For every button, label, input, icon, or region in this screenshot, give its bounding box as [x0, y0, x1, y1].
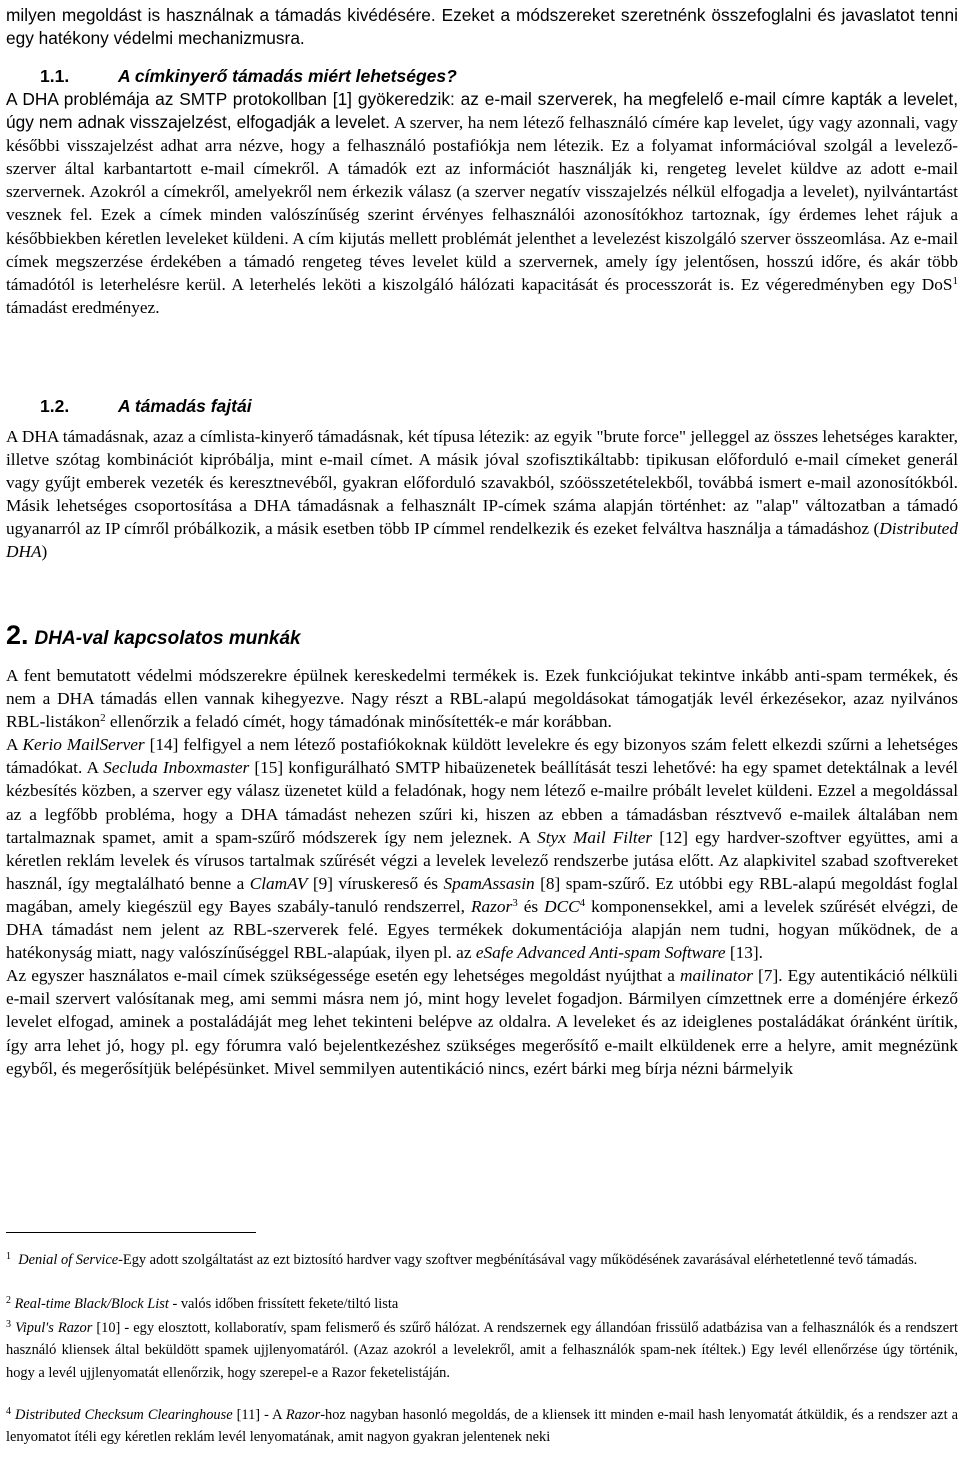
body-text: [13]. [725, 943, 763, 963]
section-title: A címkinyerő támadás miért lehetséges? [118, 66, 457, 86]
footnote-text: -hoz nagyban hasonló megoldás, de a kliensek itt minden e-mail hash lenyomatát átküldik, és a rendszer azt a lenyomatot ítéli egy kéretlen reklám levél lenyomatának, amit nagyon gyakran jelentenek neki [6, 1407, 958, 1446]
section-number: 1.2. [40, 396, 70, 416]
footnote-term: Distributed Checksum Clearinghouse [15, 1407, 233, 1423]
footnote-term: Razor [285, 1407, 321, 1423]
section-2-heading [6, 620, 301, 651]
footnote-2 [6, 1293, 958, 1315]
section-number: 1.1. [40, 66, 70, 86]
product-kerio: Kerio MailServer [22, 735, 145, 755]
footnote-term: Real-time Black/Block List [14, 1296, 169, 1312]
section-1-1-heading [40, 66, 457, 87]
product-mailinator: mailinator [680, 966, 753, 986]
body-text: [12] egy hardver-szoftver együttes, ami a kéretlen reklám levelek és vírusos tartalmak szűrését végzi a levelek levelező rendszerbe jutása előtt. Az alapkivitel szabad szoftvereket használ, így megtalálható benne a [6, 827, 959, 893]
footnote-number: 2 [6, 1295, 11, 1306]
footnote-text: -Egy adott szolgáltatást az ezt biztosító hardver vagy szoftver megbénításával vagy működésének zavarásával elérhetetlenné tevő támadás. [118, 1252, 918, 1268]
body-text: A [6, 735, 23, 755]
body-text: ellenőrzik a feladó címét, hogy támadónak minősítették-e már korábban. [105, 712, 612, 732]
footnote-text: - valós időben frissített fekete/tiltó lista [168, 1296, 399, 1312]
body-text: ) [41, 542, 48, 562]
body-text: A fent bemutatott védelmi módszerekre épülnek kereskedelmi termékek is. Ezek funkciójukat tekintve inkább anti-spam termékek, és nem a DHA támadás ellen vannak kihegyezve. Nagy részt a RBL-alapú megoldásokat támogatják levél érkezésekor, azaz nyilvános RBL-listákon [6, 666, 958, 732]
footnote-divider [6, 1232, 256, 1233]
section-title: A támadás fajtái [118, 396, 252, 416]
footnote-term: Vipul's Razor [15, 1320, 93, 1336]
section-1-1-paragraph [6, 88, 958, 319]
body-text: A DHA támadásnak, azaz a címlista-kinyerő támadásnak, két típusa létezik: az egyik "brute force" jelleggel az összes lehetséges karakter, illetve szótag kombinációt kipróbálja, mint e-mail címet. A másik jóval szofisztikáltabb: tipikusan előforduló e-mail címeket generál vagy gyűjt emberek vezeték és keresztnevéből, gyakran előforduló szavakból, szóösszetételekből, továbbá ismert e-mail azonosítókból. Másik lehetséges csoportosítása a DHA támadásnak a felhasznált IP-címek száma alapján történhet: az "alap" változatban a támadó ugyanarról az IP címről próbálkozik, a másik esetben több IP címmel rendelkezik és ezeket felváltva használja a támadáshoz ( [6, 427, 958, 539]
body-text: és [517, 896, 545, 916]
product-spamassasin: SpamAssasin [443, 873, 535, 893]
footnote-ref: 1 [952, 274, 958, 287]
footnote-number: 1 [6, 1251, 11, 1262]
footnote-ref: 4 [579, 896, 586, 909]
body-paragraph [6, 425, 958, 564]
body-paragraph [6, 664, 958, 733]
body-paragraph [6, 88, 958, 319]
footnote-text: [10] - egy elosztott, kollaboratív, spam felismerő és szűrő hálózat. A rendszernek egy állandóan frissülő adatbázisa van a felhasználók és a rendszert használó kliensek által beküldött spamek ujjlenyomatáról. (Azaz azokról a levelekről, amit a felhasználók spam-nek ítéltek.) Egy levél ellenőrzése úgy történik, hogy a levél ujjlenyomatát ellenőrzik, hogy szerepel-e a Razor feketelistáján. [6, 1320, 958, 1381]
product-razor: Razor [470, 896, 513, 916]
body-text: [15] konfigurálható SMTP hibaüzenetek beállítását teszi lehetővé: ha egy spamet detektálnak a levél kézbesítés közben, a szerver egy válasz üzenetet küld a feladónak, hogy nem létező e-mailre próbált levelet küldeni. Ezzel a megoldással az a legfőbb probléma, hogy a DHA támadást nehezen szűri ki, hiszen az ebben a támadásban résztvevő e-mailek általában nem tartalmaznak spamet, amit a spam-szűrő módszerek így nem jeleznek. A [6, 758, 958, 847]
footnote-term: Denial of Service [18, 1252, 119, 1268]
footnote-3 [6, 1317, 958, 1384]
product-esafe: eSafe Advanced Anti-spam Software [475, 943, 726, 963]
footnote-ref: 2 [100, 712, 106, 725]
footnote-1 [6, 1249, 958, 1271]
body-text: [9] víruskereső és [307, 873, 444, 893]
footnote-number: 3 [6, 1319, 11, 1330]
product-secluda: Secluda Inboxmaster [103, 758, 250, 778]
section-2-body [6, 664, 958, 1080]
body-paragraph [6, 733, 958, 964]
footnote-4 [6, 1404, 958, 1449]
section-number: 2. [6, 620, 29, 650]
footnote-text: [11] - A [232, 1407, 286, 1423]
body-text: komponensekkel, ami a levelek szűrését elvégzi, de DHA támadást nem jelent az RBL-szerverek felé. Egyes termékek dokumentációja alapján nem tudni, hogyan működnek, de a hatékonyság miatt, nagy valószínűséggel RBL-alapúak, ilyen pl. az [6, 896, 958, 963]
body-text: Az egyszer használatos e-mail címek szükségessége esetén egy lehetséges megoldást nyújthat a [6, 966, 680, 986]
body-text: [7]. Egy autentikáció nélküli e-mail szervert valósítanak meg, ami semmi másra nem jó, mint hogy levelet fogadjon. Bármilyen címzettnek erre a doménjére érkező levelet elfogad, aminek a postaládáját meg lehet tekinteni belépve az oldalra. A leveleket és az ideiglenes postaládákat óránként ürítik, így arra lehet jó, hogy pl. egy fórumra való bejelentkezéshez szükséges megerősítő e-mailt elküldenek erre a helyre, amit megnézünk egyből, és megerősítjük belépésünket. Mivel semmilyen autentikáció nincs, ezért bárki meg bírja nézni bármelyik [6, 966, 958, 1078]
intro-paragraph [6, 4, 958, 50]
intro-text: milyen megoldást is használnak a támadás kivédésére. Ezeket a módszereket szeretnénk összefoglalni és javaslatot tenni egy hatékony védelmi mechanizmusra. [6, 5, 958, 49]
body-text: A szerver, ha nem létező felhasználó címére kap levelet, úgy vagy azonnali, vagy későbbi visszajelzést adhat arra nézve, hogy a felhasználó postafiókja nem létezik. Ez a folyamat információval szolgál a levelező-szerver által karbantartott e-mail címekről. A támadók ezt az információt használják ki, rengeteg levelet küldve az adott e-mail szervernek. Azokról a címekről, amelyekről nem érkezik válasz (a szerver negatív visszajelzés nélkül elfogadja a levelet), nyilvántartást vesznek fel. Ezek a címek minden valószínűség szerint érvényes felhasználói azonosítókhoz tartoznak, így érdemes lehet rájuk a későbbiekben kéretlen leveleket küldeni. A cím kijutás mellett problémát jelenthet a levelezést kiszolgáló szerver összeomlása. Az e-mail címek megszerzése érdekében a támadó rengeteg téves levelet küld a szervernek, amely így jelentősen, hosszú időre, és akár több támadótól is leterhelésre kerül. A leterhelés leköti a kiszolgáló hálózati kapacitását és processzorát is. Ez végeredményben egy DoS [6, 113, 958, 294]
body-text: [8] spam-szűrő. Ez utóbbi egy RBL-alapú megoldást foglal magában, amely kiegészül egy Bayes szabály-tanuló rendszerrel, [6, 873, 958, 916]
section-1-2-paragraph [6, 425, 958, 564]
body-text: támadást eredményez. [6, 297, 160, 317]
footnote-ref: 3 [512, 896, 518, 909]
body-text: [14] felfigyel a nem létező postafiókoknak küldött levelekre és egy bizonyos szám felett elkezdi szűrni a lehetséges támadókat. A [6, 735, 958, 778]
term-distributed-dha: Distributed DHA [6, 519, 958, 562]
section-title: DHA-val kapcsolatos munkák [34, 628, 301, 649]
product-styx: Styx Mail Filter [537, 827, 653, 847]
product-dcc: DCC [544, 896, 580, 916]
body-text-sans: A DHA problémája az SMTP protokollban [1] gyökeredzik: az e-mail szerverek, ha megfelelő e-mail címre kapták a levelet, úgy nem adnak visszajelzést, elfogadják a levelet. [6, 89, 958, 133]
body-paragraph [6, 964, 958, 1079]
footnote-number: 4 [6, 1406, 11, 1417]
product-clamav: ClamAV [249, 873, 308, 893]
section-1-2-heading [40, 396, 252, 417]
